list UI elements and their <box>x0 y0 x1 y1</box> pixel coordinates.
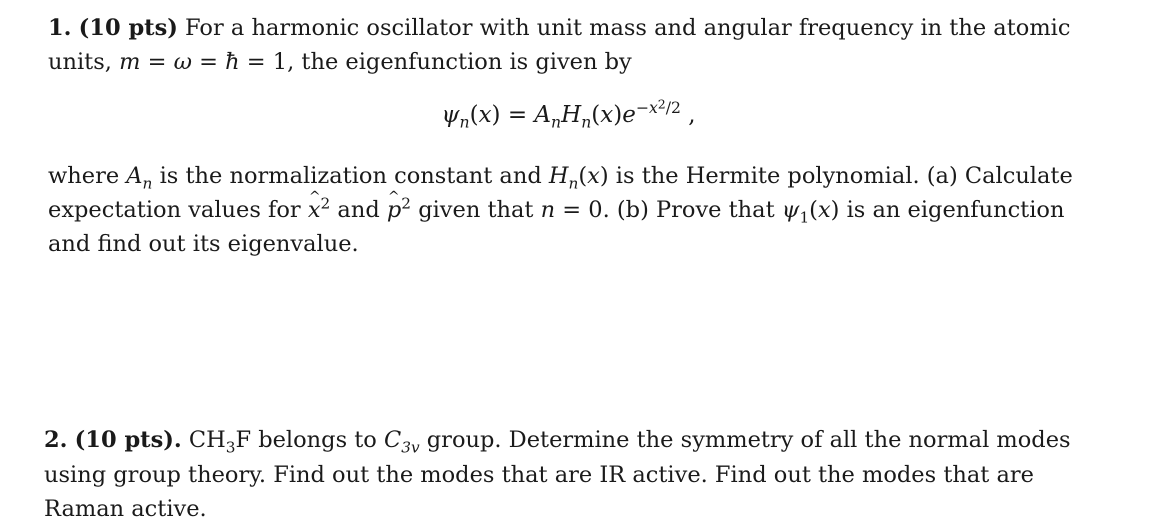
eigenfunction-equation: $\psi_n(x) = A_nH_n(x)e^{-x^2/2}$ , <box>441 96 696 132</box>
molecule-formula <box>188 427 236 457</box>
hermite-symbol: $H_n(x)$ <box>548 163 609 193</box>
problem1-line4-b: and <box>337 197 380 223</box>
problem1-line4 <box>48 193 1064 227</box>
problem2-line1-b: F belongs to <box>235 427 377 453</box>
problem1-line3 <box>48 159 1073 193</box>
problem1-number: 1. <box>48 15 72 41</box>
problem2-number: 2. <box>44 427 68 453</box>
problem2-line2-text: using group theory. Find out the modes that are IR active. Find out the modes that are <box>44 462 1034 488</box>
problem1-line4-c: given that <box>418 197 534 223</box>
problem2-line2 <box>44 458 1034 492</box>
problem1-line4-d: (b) Prove that <box>616 197 775 223</box>
problem1-line5-text: and find out its eigenvalue. <box>48 231 359 257</box>
problem1-line3-c: is the Hermite polynomial. (a) Calculate <box>615 163 1073 189</box>
normalization-constant-symbol: $A_n$ <box>126 163 153 193</box>
problem2-line1-c: group. Determine the symmetry of all the normal modes <box>426 427 1071 453</box>
point-group-symbol: $C_{3v}$ <box>384 427 420 457</box>
problem2-line3 <box>44 492 207 526</box>
problem1-line2-prefix: units, <box>48 49 112 75</box>
problem1-line5 <box>48 227 359 261</box>
problem1-line1 <box>48 11 1070 45</box>
n-equals-zero: n = 0. <box>540 197 610 223</box>
psi-one-symbol: $\psi_1(x)$ <box>781 197 840 227</box>
problem2-line3-text: Raman active. <box>44 496 207 522</box>
problem1-points: (10 pts) <box>78 15 178 41</box>
problem2-points: (10 pts). <box>74 427 182 453</box>
x-squared-operator: ^ $x^2$ <box>308 197 330 223</box>
problem1-line2-suffix: the eigenfunction is given by <box>301 49 632 75</box>
problem1-line3-a: where <box>48 163 120 189</box>
molecule-ch: CH <box>188 427 226 453</box>
problem1-line1-text: For a harmonic oscillator with unit mass and angular frequency in the atomic <box>185 15 1071 41</box>
problem1-line4-e: is an eigenfunction <box>846 197 1065 223</box>
problem1-units-equation: m = ω = ħ = 1, <box>119 49 295 75</box>
problem2-line1 <box>44 423 1071 457</box>
problem1-line2 <box>48 45 632 79</box>
molecule-subscript: 3 <box>225 438 236 457</box>
p-squared-operator: ^ $p^2$ <box>387 197 411 223</box>
problem1-line3-b: is the normalization constant and <box>159 163 542 189</box>
problem1-line4-a: expectation values for <box>48 197 301 223</box>
